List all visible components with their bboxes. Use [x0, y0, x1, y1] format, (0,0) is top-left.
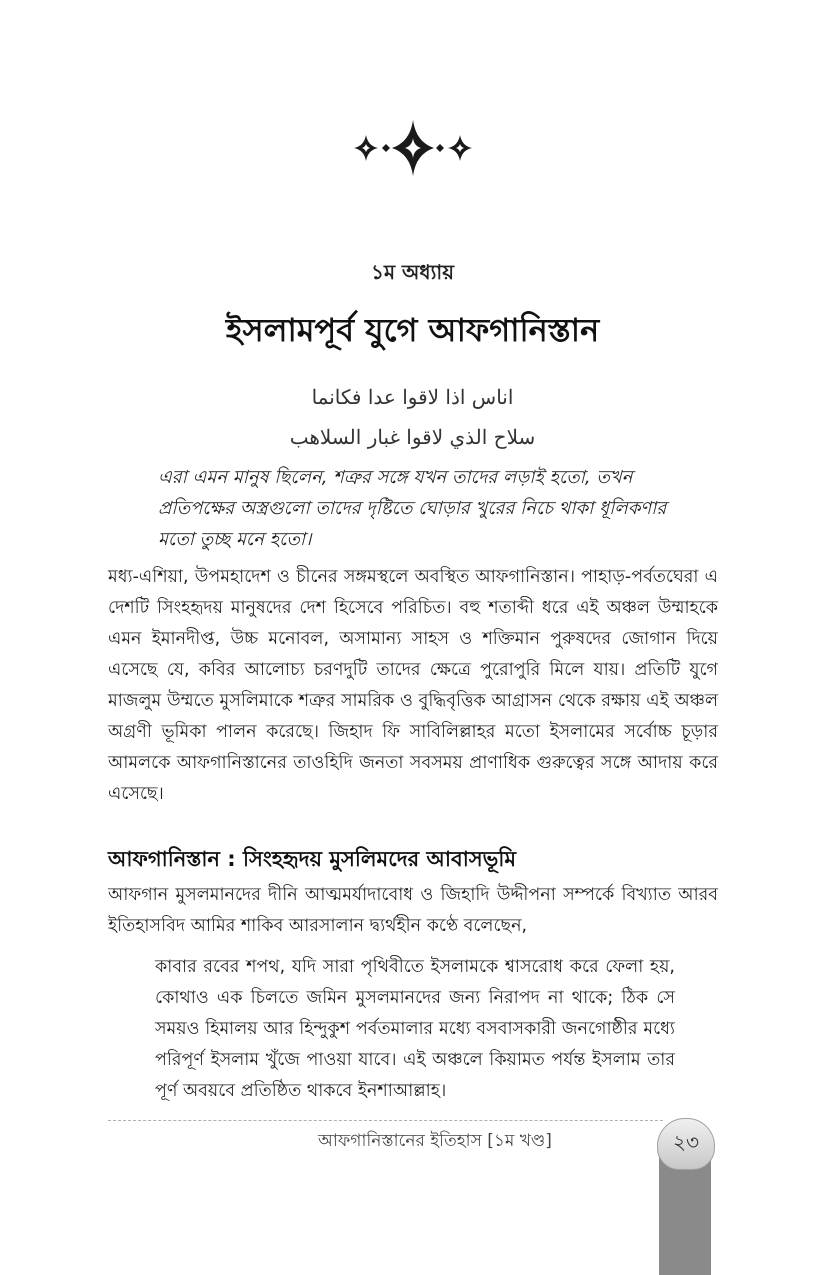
ornament-divider	[348, 118, 478, 178]
section-intro-paragraph: আফগান মুসলমানদের দীনি আত্মমর্যাদাবোধ ও জিহাদি উদ্দীপনা সম্পর্কে বিখ্যাত আরব ইতিহাসবিদ আমির শাকিব আরসালান দ্ব্যর্থহীন কণ্ঠে বলেছেন,	[108, 885, 718, 936]
block-quote: কাবার রবের শপথ, যদি সারা পৃথিবীতে ইসলামকে শ্বাসরোধ করে ফেলা হয়, কোথাও এক চিলতে জমিন মুসলমানদের জন্য নিরাপদ না থাকে; ঠিক সে সময়ও হিমালয় আর হিন্দুকুশ পর্বতমালার মধ্যে বসবাসকারী জনগোষ্ঠীর মধ্যে পরিপূর্ণ ইসলাম খুঁজে পাওয়া যাবে। এই অঞ্চলে কিয়ামত পর্যন্ত ইসলাম তার পূর্ণ অবয়বে প্রতিষ্ঠিত থাকবে ইনশাআল্লাহ।	[155, 957, 675, 1101]
chapter-title: ইসলামপূর্ব যুগে আফগানিস্তান	[225, 311, 600, 349]
page-number: ২৩	[657, 1118, 715, 1170]
chapter-label: ১ম অধ্যায়	[371, 260, 454, 284]
footer-divider	[108, 1120, 663, 1121]
running-footer-title: আফগানিস্তানের ইতিহাস [১ম খণ্ড]	[318, 1131, 552, 1151]
body-paragraph: মধ্য-এশিয়া, উপমহাদেশ ও চীনের সঙ্গমস্থলে অবস্থিত আফগানিস্তান। পাহাড়-পর্বতঘেরা এ দেশটি সিংহহৃদয় মানুষদের দেশ হিসেবে পরিচিত। বহু শতাব্দী ধরে এই অঞ্চল উম্মাহকে এমন ইমানদীপ্ত, উচ্চ মনোবল, অসামান্য সাহস ও শক্তিমান পুরুষদের জোগান দিয়ে এসেছে যে, কবির আলোচ্য চরণদুটি তাদের ক্ষেত্রে পুরোপুরি মিলে যায়। প্রতিটি যুগে মাজলুম উম্মতে মুসলিমাকে শত্রুর সামরিক ও বুদ্ধিবৃত্তিক আগ্রাসন থেকে রক্ষায় এই অঞ্চল অগ্রণী ভূমিকা পালন করেছে। জিহাদ ফি সাবিলিল্লাহর মতো ইসলামের সর্বোচ্চ চূড়ার আমলকে আফগানিস্তানের তাওহিদি জনতা সবসময় প্রাণাধিক গুরুত্বের সঙ্গে আদায় করে এসেছে।	[108, 567, 718, 804]
section-heading: আফগানিস্তান : সিংহহৃদয় মুসলিমদের আবাসভূমি	[108, 847, 516, 871]
poem-translation: এরা এমন মানুষ ছিলেন, শত্রুর সঙ্গে যখন তাদের লড়াই হতো, তখন প্রতিপক্ষের অস্ত্রগুলো তাদের দৃষ্টিতে ঘোড়ার খুরের নিচে থাকা ধূলিকণার মতো তুচ্ছ মনে হতো।	[158, 467, 667, 550]
arabic-poem-line-1: اناس اذا لاقوا عدا فكانما	[311, 385, 514, 409]
arabic-poem-line-2: سلاح الذي لاقوا غبار السلاهب	[289, 425, 536, 449]
